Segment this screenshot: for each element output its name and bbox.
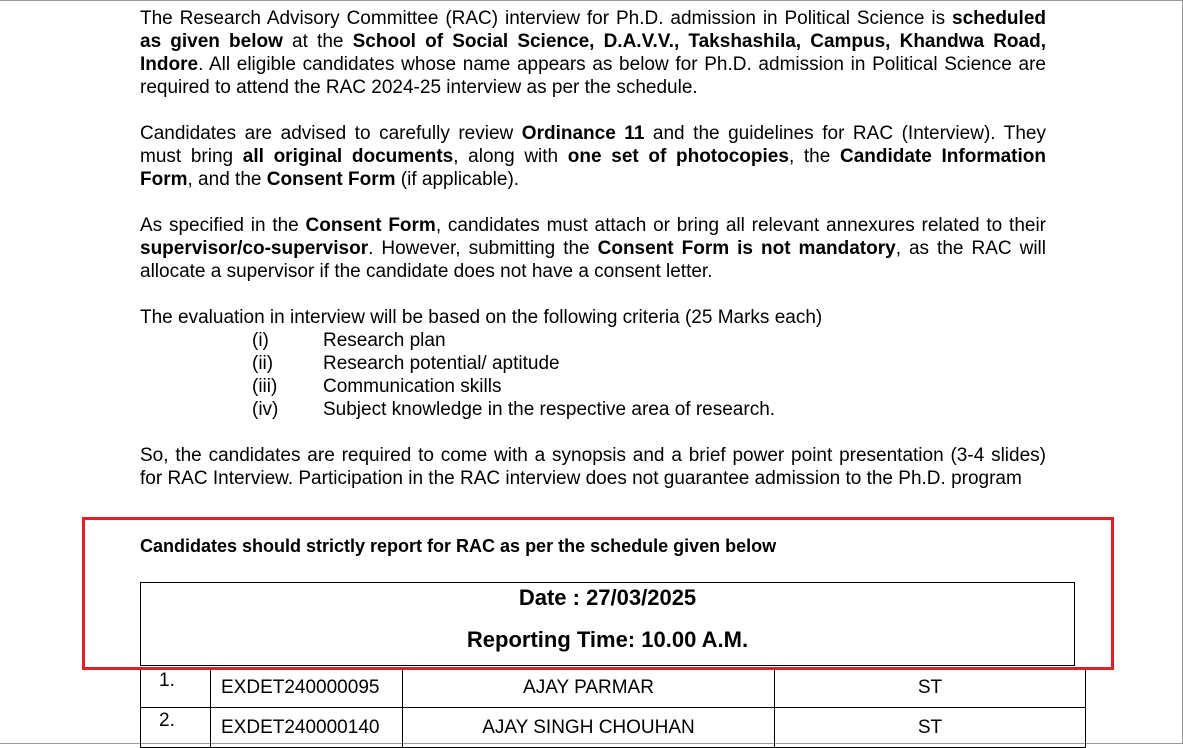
serial-number: 2. [159, 710, 175, 731]
page-top-border [0, 0, 1183, 1]
body-text: , as the RAC will allocate a supervisor if the candidate does not have a consent letter. [140, 238, 1046, 282]
criteria-number: (iii) [252, 376, 278, 397]
category-cell: ST [775, 668, 1086, 708]
criteria-item [140, 375, 1046, 398]
emphasis-text: Consent Form [266, 169, 396, 190]
criteria-text: Communication skills [323, 376, 502, 397]
criteria-number: (iv) [252, 399, 279, 420]
emphasis-text: Ordinance 11 [521, 123, 645, 144]
body-text: Candidates are advised to carefully review [140, 123, 522, 144]
criteria-text: Subject knowledge in the respective area of research. [323, 399, 776, 420]
body-text: , along with [453, 146, 568, 167]
body-text: , candidates must attach or bring all relevant annexures related to their [435, 215, 1047, 236]
criteria-intro: The evaluation in interview will be based on the following criteria (25 Marks each) [140, 307, 823, 328]
body-text: , the [788, 146, 840, 167]
emphasis-text: Candidate Information Form [140, 146, 1046, 190]
criteria-number: (i) [252, 330, 269, 351]
emphasis-text: Consent Form [305, 215, 436, 236]
notice-body [140, 7, 1046, 490]
body-text: . All eligible candidates whose name appears as below for Ph.D. admission in Political Science are required to attend the RAC 2024-25 interview as per the schedule. [140, 54, 1046, 98]
application-code-cell: EXDET240000095 [211, 668, 403, 708]
application-code-cell: EXDET240000140 [211, 708, 403, 748]
body-text: . However, submitting the [368, 238, 598, 259]
criteria-section [140, 306, 1046, 421]
emphasis-text: scheduled as given below [140, 8, 1046, 52]
emphasis-text: one set of photocopies [567, 146, 789, 167]
candidate-name-cell: AJAY SINGH CHOUHAN [403, 708, 775, 748]
schedule-reporting-time: Reporting Time: 10.00 A.M. [466, 627, 749, 652]
emphasis-text: supervisor/co-supervisor [140, 238, 369, 259]
serial-number: 1. [159, 670, 175, 691]
body-text: As specified in the [140, 215, 306, 236]
category-cell: ST [775, 708, 1086, 748]
criteria-list [140, 329, 1046, 421]
body-text: and the guidelines for RAC (Interview). They must bring [140, 123, 1046, 167]
serial-number-cell [141, 708, 211, 748]
intro-paragraph-1 [140, 7, 1046, 99]
candidate-table [140, 667, 1086, 748]
emphasis-text: all original documents [242, 146, 454, 167]
body-text: , and the [187, 169, 267, 190]
intro-paragraph-3 [140, 214, 1046, 283]
highlight-annotation-box [82, 517, 1114, 670]
criteria-text: Research potential/ aptitude [323, 353, 560, 374]
body-text: The Research Advisory Committee (RAC) interview for Ph.D. admission in Political Science is [140, 8, 953, 29]
criteria-item [140, 329, 1046, 352]
closing-paragraph: So, the candidates are required to come with a synopsis and a brief power point presentation (3-4 slides) for RAC Interview. Participation in the RAC interview does not guarantee admission to the Ph.D. program [140, 445, 1046, 489]
serial-number-cell [141, 668, 211, 708]
criteria-item [140, 398, 1046, 421]
body-text: (if applicable). [395, 169, 520, 190]
candidate-name-cell: AJAY PARMAR [403, 668, 775, 708]
criteria-number: (ii) [252, 353, 274, 374]
emphasis-text: School of Social Science, D.A.V.V., Takshashila, Campus, Khandwa Road, Indore [140, 31, 1046, 75]
table-row [141, 668, 1086, 708]
intro-paragraph-2 [140, 122, 1046, 191]
body-text: at the [282, 31, 353, 52]
criteria-text: Research plan [323, 330, 446, 351]
schedule-date: Date : 27/03/2025 [518, 585, 697, 610]
emphasis-text: Consent Form is not mandatory [597, 238, 896, 259]
table-row [141, 708, 1086, 748]
criteria-item [140, 352, 1046, 375]
schedule-heading: Candidates should strictly report for RAC as per the schedule given below [140, 536, 777, 556]
